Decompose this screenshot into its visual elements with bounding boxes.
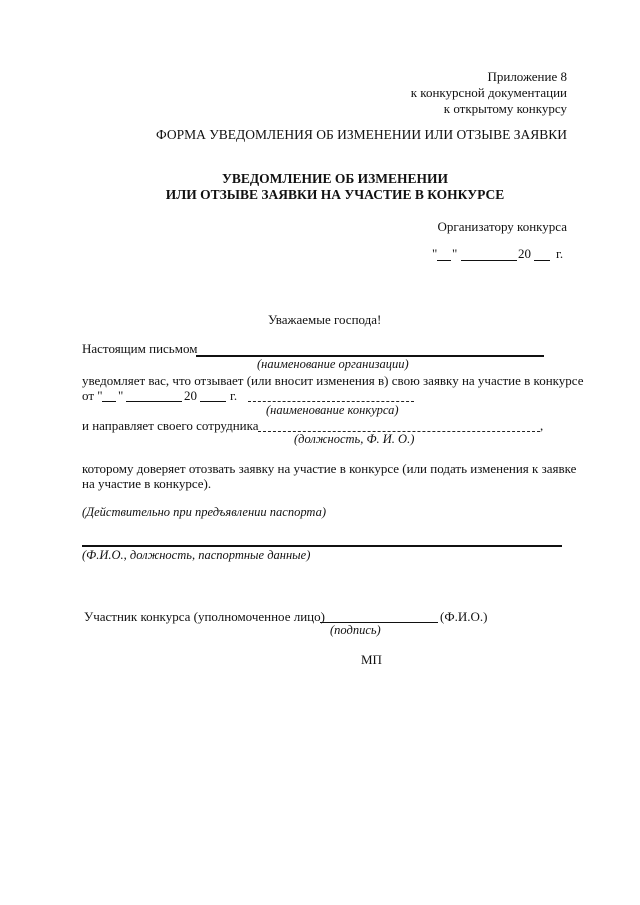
addressee: Организатору конкурса <box>437 219 567 234</box>
trust-text-line1: которому доверяет отозвать заявку на участие в конкурсе (или подать изменения к заявке <box>82 461 577 476</box>
date-quote-close: " <box>452 246 458 261</box>
month-blank[interactable] <box>461 260 517 261</box>
person-details-blank[interactable] <box>82 545 562 547</box>
from-year-prefix: 20 <box>184 388 197 403</box>
appendix-contest-ref: к открытому конкурсу <box>443 101 567 116</box>
trust-text-line2: на участие в конкурсе). <box>82 476 212 491</box>
signature-caption: (подпись) <box>330 623 381 637</box>
notice-title-line2: ИЛИ ОТЗЫВЕ ЗАЯВКИ НА УЧАСТИЕ В КОНКУРСЕ <box>165 187 505 202</box>
appendix-doc-ref: к конкурсной документации <box>410 85 567 100</box>
date-quote-open: " <box>432 246 438 261</box>
stamp-place: МП <box>361 652 382 667</box>
person-caption: (Ф.И.О., должность, паспортные данные) <box>82 548 311 562</box>
sends-employee-text: и направляет своего сотрудника <box>82 418 259 433</box>
fio-label: (Ф.И.О.) <box>440 609 488 624</box>
participant-label: Участник конкурса (уполномоченное лицо) <box>84 609 325 624</box>
notifies-text: уведомляет вас, что отзывает (или вносит изменения в) свою заявку на участие в конкурсе <box>82 373 584 388</box>
from-year-blank[interactable] <box>200 401 226 402</box>
form-title: ФОРМА УВЕДОМЛЕНИЯ ОБ ИЗМЕНЕНИИ ИЛИ ОТЗЫВЕ ЗАЯВКИ <box>156 127 567 142</box>
from-month-blank[interactable] <box>126 401 182 402</box>
organization-caption: (наименование организации) <box>257 357 409 371</box>
employee-comma: , <box>540 418 544 433</box>
notice-title-line1: УВЕДОМЛЕНИЕ ОБ ИЗМЕНЕНИИ <box>221 171 449 186</box>
appendix-number: Приложение 8 <box>487 69 567 84</box>
from-day-blank[interactable] <box>102 401 116 402</box>
from-year-suffix: г. <box>230 388 238 403</box>
position-caption: (должность, Ф. И. О.) <box>294 432 415 446</box>
day-blank[interactable] <box>437 260 451 261</box>
by-letter-label: Настоящим письмом <box>82 341 198 356</box>
year-blank[interactable] <box>534 260 550 261</box>
date-year-prefix: 20 <box>518 246 531 261</box>
contest-blank[interactable] <box>248 401 414 402</box>
salutation: Уважаемые господа! <box>268 312 382 327</box>
from-prefix: от " <box>82 388 103 403</box>
passport-note: (Действительно при предъявлении паспорта) <box>82 505 327 519</box>
date-year-suffix: г. <box>556 246 564 261</box>
contest-caption: (наименование конкурса) <box>266 403 399 417</box>
from-quote-close: " <box>118 388 124 403</box>
